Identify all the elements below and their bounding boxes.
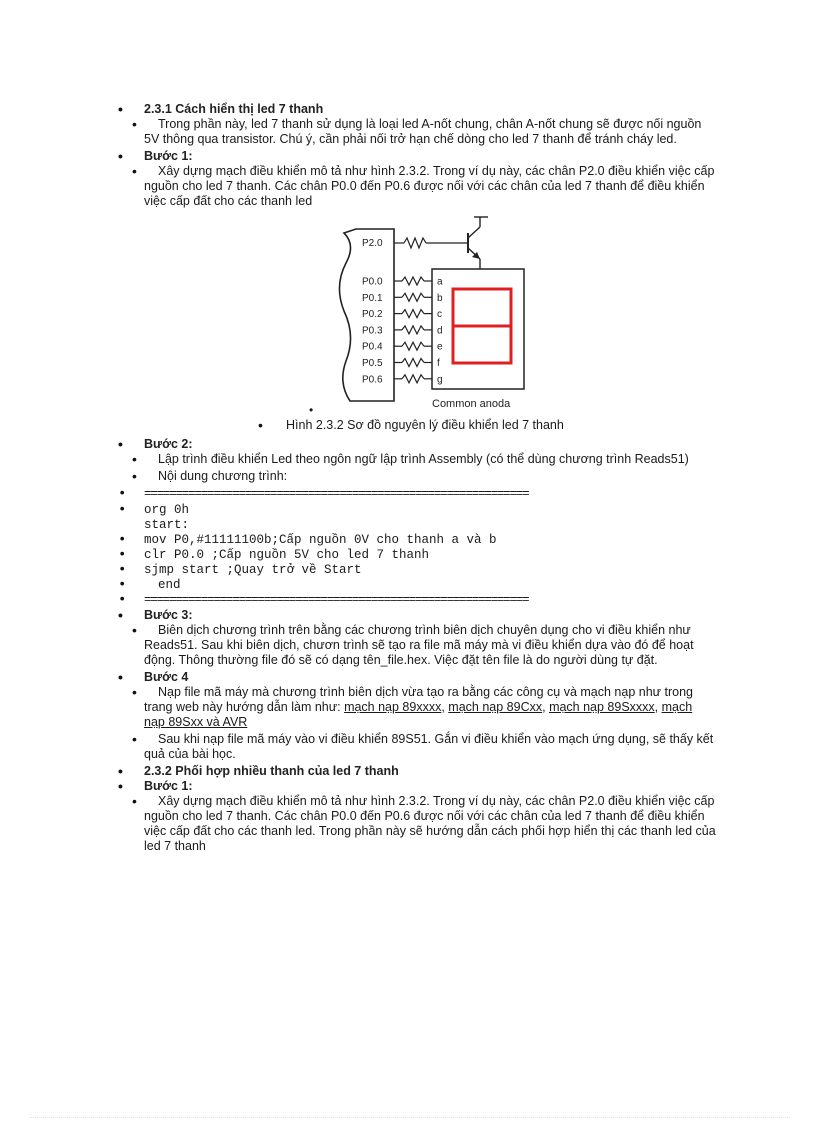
link-nap-89xxxx[interactable]: mạch nạp 89xxxx <box>344 700 442 714</box>
code-line-2: start: <box>144 518 190 532</box>
pin-label-P06: P0.6 <box>362 374 383 386</box>
stray-bullet: • <box>309 403 314 417</box>
step2-text: • Lập trình điều khiển Led theo ngôn ngữ lập trình Assembly (có thể dùng chương trình Reads51) <box>0 452 816 467</box>
pin-label-P01: P0.1 <box>362 292 383 304</box>
resistor <box>402 326 424 334</box>
step4-title: • Bước 4 <box>0 670 816 685</box>
segment-label-f: f <box>437 358 440 369</box>
resistor <box>402 342 424 350</box>
segment-label-c: c <box>437 309 442 321</box>
link-nap-89sxxxx[interactable]: mạch nạp 89Sxxxx <box>549 700 655 714</box>
separator-top: • ============================================================= <box>0 487 816 502</box>
step1-text: • Xây dựng mạch điều khiển mô tả như hình 2.3.2. Trong ví dụ này, các chân P2.0 điều khiển việc cấp nguồn cho led 7 thanh. Các chân P0.0 đến P0.6 được nối với các chân của led 7 thanh để điều khiển việc cấp đất cho các thanh led <box>0 164 816 209</box>
section-heading-1: • 2.3.1 Cách hiển thị led 7 thanh <box>0 102 816 117</box>
segment-label-e: e <box>437 341 443 353</box>
program-label: • Nội dung chương trình: <box>0 469 816 484</box>
step1-title: • Bước 1: <box>0 149 816 164</box>
resistor-p20 <box>404 238 426 248</box>
figure-caption: • Hình 2.3.2 Sơ đồ nguyên lý điều khiển led 7 thanh <box>0 418 816 433</box>
pin-label-P05: P0.5 <box>362 358 383 369</box>
step2-title: • Bước 2: <box>0 437 816 452</box>
segment-label-g: g <box>437 374 443 386</box>
segment-label-d: d <box>437 325 443 337</box>
circuit-figure <box>0 211 816 416</box>
pin-label-P02: P0.2 <box>362 309 383 321</box>
pin-label-P03: P0.3 <box>362 325 383 337</box>
resistor <box>402 359 424 367</box>
segment-label-b: b <box>437 292 443 304</box>
resistor <box>402 310 424 318</box>
step3-text: • Biên dịch chương trình trên bằng các chương trình biên dịch chuyên dụng cho vi điều khiển như Reads51. Sau khi biên dịch, chươn trình sẽ tạo ra file mã máy mà vi điều khiển dựa vào đó để hoạt động. Thông thường file đó sẽ có dạng tên_file.hex. Việc đặt tên file là do người dùng tự đặt. <box>0 623 816 668</box>
link-nap-89sxx-avr[interactable]: mạch nạp 89Sxx và AVR <box>144 700 693 729</box>
resistor <box>402 293 424 301</box>
step3-title: • Bước 3: <box>0 608 816 623</box>
resistor <box>402 277 424 285</box>
segment-label-a: a <box>437 276 443 288</box>
link-nap-89cxx[interactable]: mạch nạp 89Cxx <box>448 700 543 714</box>
common-anoda-label: Common anoda <box>432 398 511 410</box>
pin-label-P00: P0.0 <box>362 276 383 288</box>
code-org <box>0 503 816 533</box>
code-sjmp: • sjmp start ;Quay trở về Start <box>0 563 816 578</box>
pin-label-P04: P0.4 <box>362 341 383 353</box>
code-clr: • clr P0.0 ;Cấp nguồn 5V cho led 7 thanh <box>0 548 816 563</box>
section-heading-2: • 2.3.2 Phối hợp nhiều thanh của led 7 thanh <box>0 764 816 779</box>
code-end <box>0 578 816 593</box>
code-line-6: end <box>158 578 181 592</box>
after-load-text: • Sau khi nạp file mã máy vào vi điều khiển 89S51. Gắn vi điều khiển vào mạch ứng dụng, sẽ thấy kết quả của bài học. <box>0 732 816 762</box>
pin-rows <box>362 277 443 386</box>
footer-dotted-line <box>30 1117 790 1118</box>
resistor <box>402 375 424 383</box>
circuit-diagram <box>0 211 816 416</box>
step4-text: • Nạp file mã máy mà chương trình biên dịch vừa tạo ra bằng các công cụ và mạch nạp như trong trang web này hướng dẫn làm như: mạch nạp 89xxxx, mạch nạp 89Cxx, mạch nạp 89Sxxxx, mạch nạp 89Sxx và AVR <box>0 685 816 730</box>
s2-step1-title: • Bước 1: <box>0 779 816 794</box>
intro-paragraph: • Trong phần này, led 7 thanh sử dụng là loại led A-nốt chung, chân A-nốt chung sẽ được nối nguồn 5V thông qua transistor. Chú ý, cần phải nối trở hạn chế dòng cho led 7 thanh để tránh cháy led. <box>0 117 816 147</box>
code-line-1: org 0h <box>144 503 190 517</box>
pin-label-p20: P2.0 <box>362 238 383 249</box>
separator-bottom: • ============================================================= <box>0 593 816 608</box>
step4-prefix: Nạp file mã máy mà chương trình biên dịch vừa tạo ra bằng các công cụ và mạch nạp như trong trang web này hướng dẫn làm như: <box>144 685 693 714</box>
code-mov: • mov P0,#11111100b;Cấp nguồn 0V cho thanh a và b <box>0 533 816 548</box>
document-list <box>0 102 816 856</box>
s2-step1-text: • Xây dựng mạch điều khiển mô tả như hình 2.3.2. Trong ví dụ này, các chân P2.0 điều khiển việc cấp nguồn cho led 7 thanh. Các chân P0.0 đến P0.6 được nối với các chân của led 7 thanh để điều khiển việc cấp đất cho các thanh led. Trong phần này sẽ hướng dẫn cách phối hợp hiển thị các thanh led của led 7 thanh <box>0 794 816 854</box>
